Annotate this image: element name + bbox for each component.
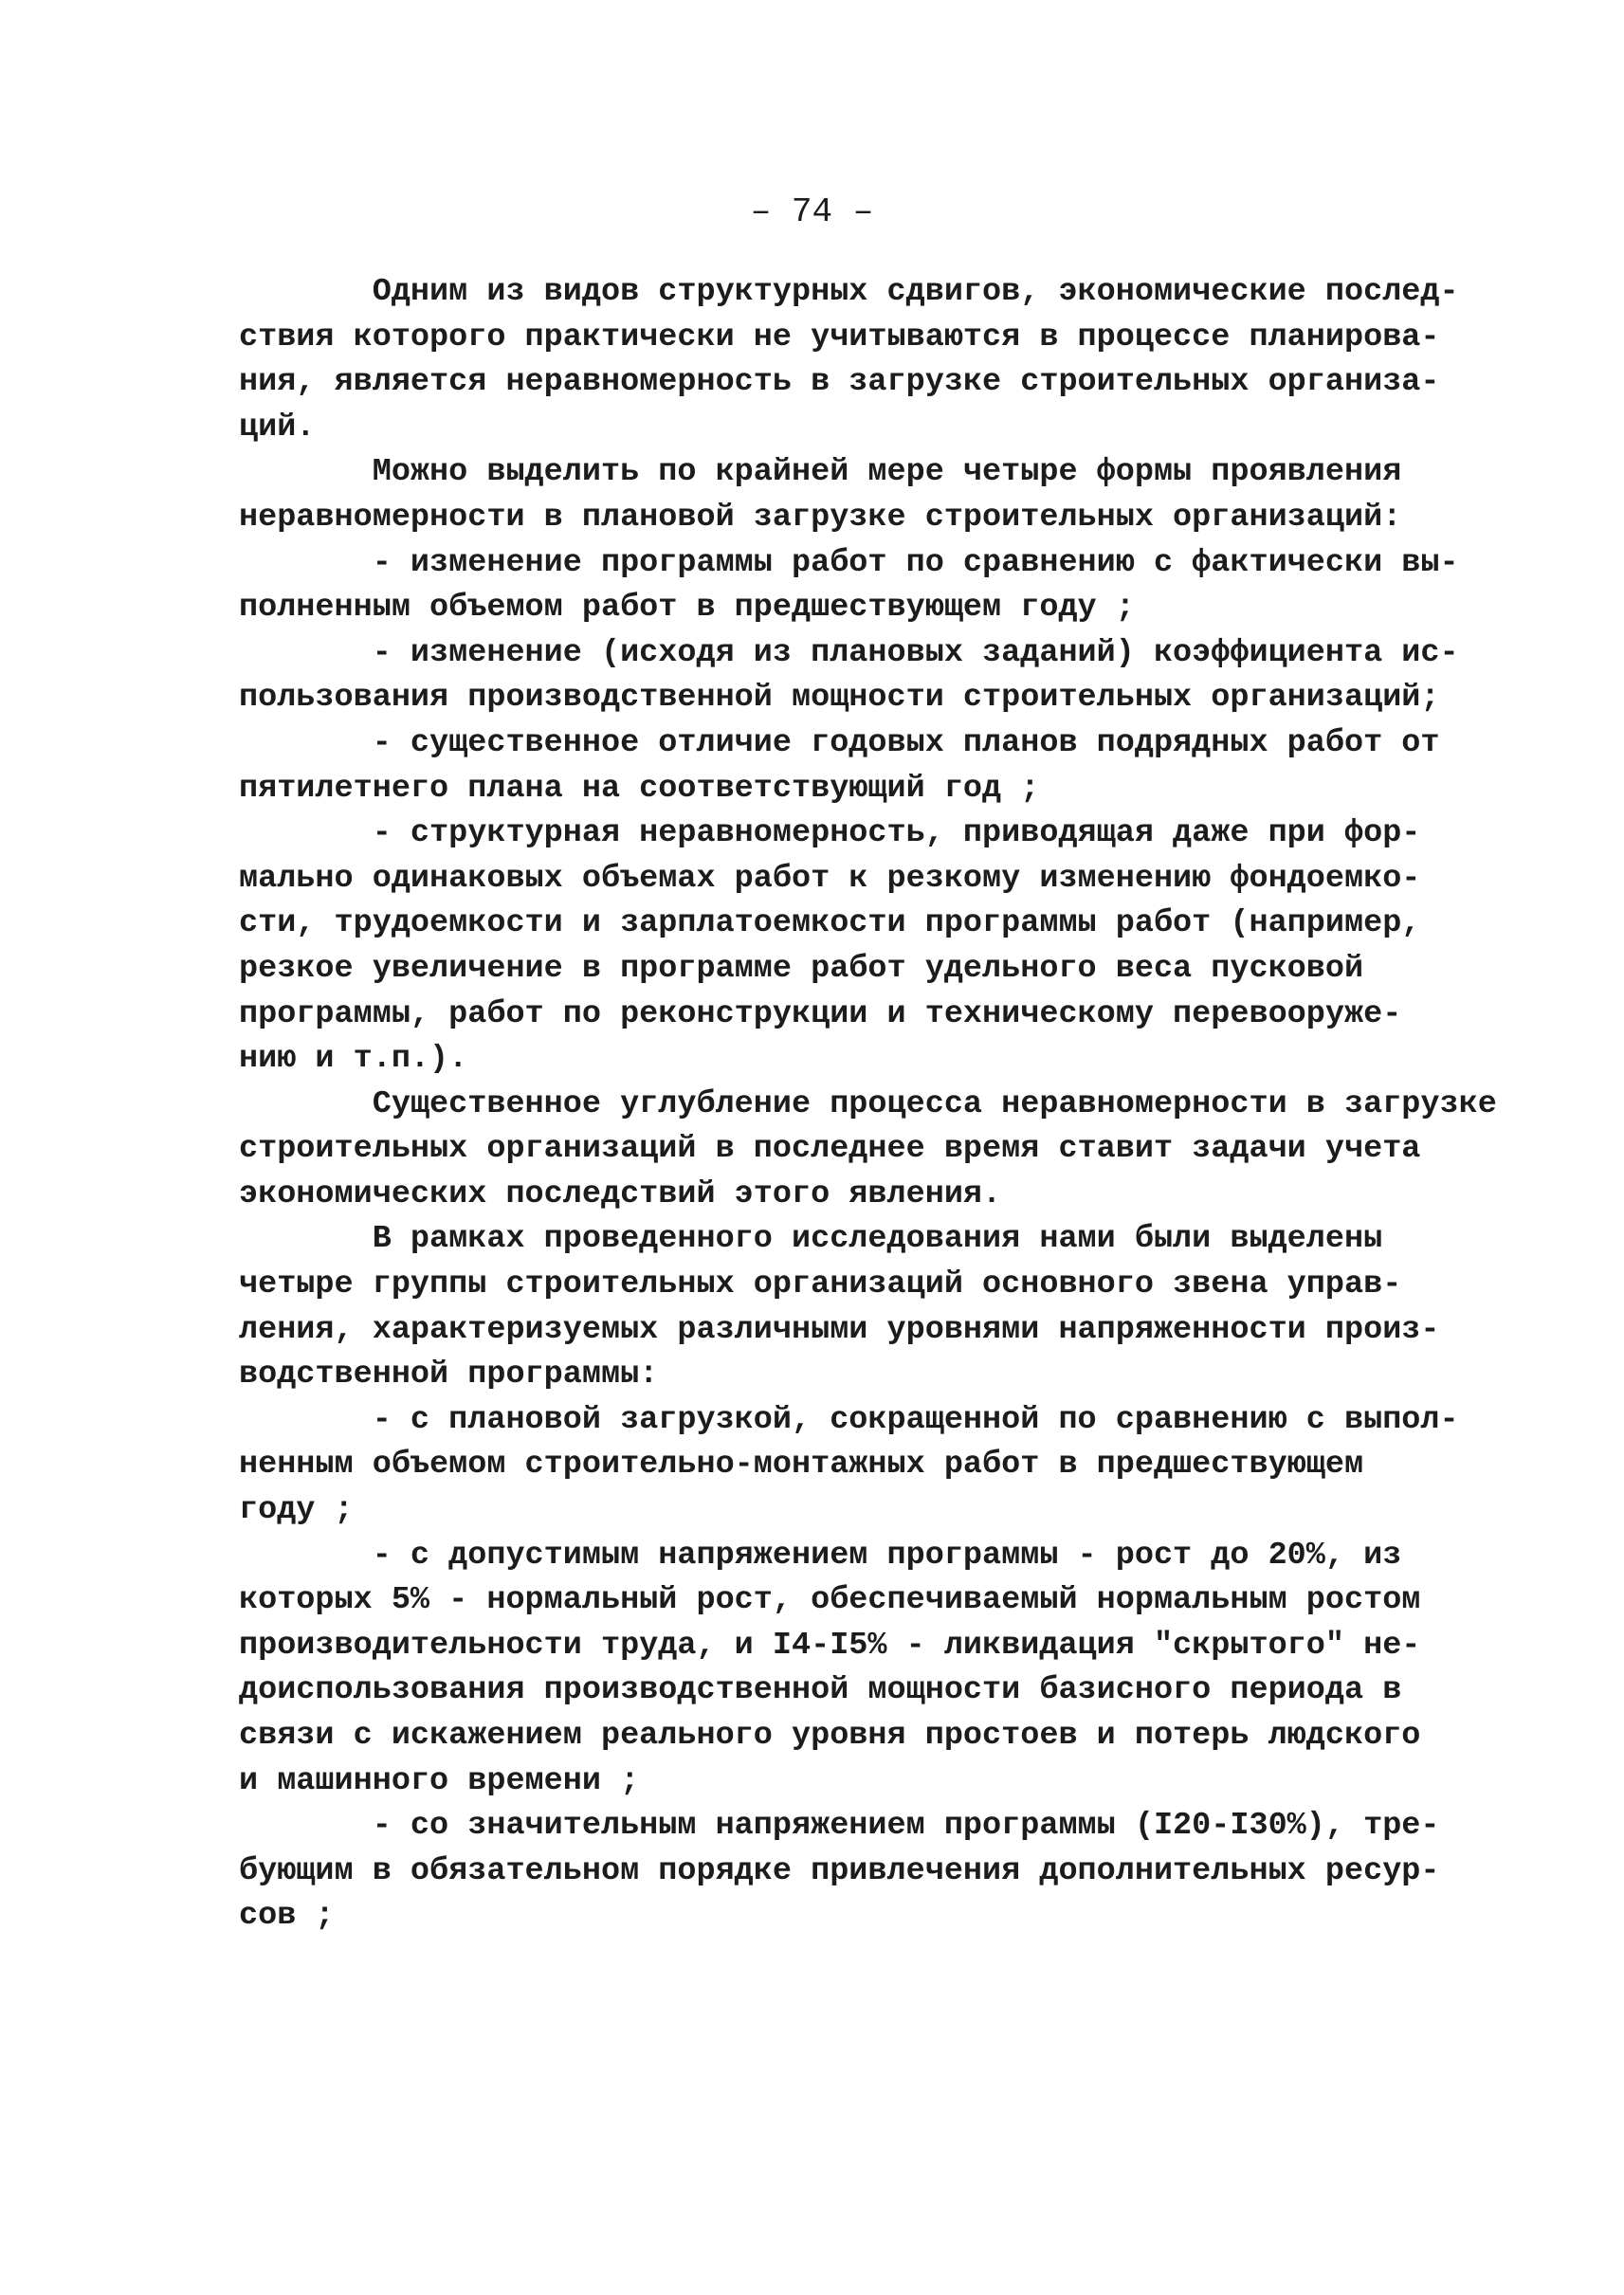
text-line: ствия которого практически не учитываются в процессе планирова- <box>239 319 1440 355</box>
text-line: Существенное углубление процесса неравномерности в загрузке <box>239 1085 1497 1122</box>
text-line: неравномерности в плановой загрузке строительных организаций: <box>239 499 1402 536</box>
text-line: сти, трудоемкости и зарплатоемкости программы работ (например, <box>239 905 1421 942</box>
text-line: доиспользования производственной мощности базисного периода в <box>239 1672 1402 1709</box>
text-line: - существенное отличие годовых планов подрядных работ от <box>239 724 1440 761</box>
text-line: пятилетнего плана на соответствующий год ; <box>239 770 1040 807</box>
text-line: - с плановой загрузкой, сокращенной по сравнению с выпол- <box>239 1401 1459 1438</box>
text-line: сов ; <box>239 1898 335 1935</box>
text-line: Можно выделить по крайней мере четыре формы проявления <box>239 454 1402 491</box>
text-line: нию и т.п.). <box>239 1041 468 1078</box>
page-number: – 74 – <box>750 192 874 231</box>
text-line: экономических последствий этого явления. <box>239 1175 1002 1212</box>
text-line: и машинного времени ; <box>239 1762 640 1799</box>
text-line: ций. <box>239 409 316 446</box>
text-line: программы, работ по реконструкции и техническому перевооруже- <box>239 995 1402 1032</box>
text-line: - изменение программы работ по сравнению с фактически вы- <box>239 544 1459 581</box>
text-line: мально одинаковых объемах работ к резкому изменению фондоемко- <box>239 860 1421 897</box>
text-line: - структурная неравномерность, приводящая даже при фор- <box>239 815 1421 852</box>
text-line: полненным объемом работ в предшествующем году ; <box>239 590 1135 627</box>
text-line: Одним из видов структурных сдвигов, экономические послед- <box>239 274 1459 310</box>
body-text <box>239 270 1497 1940</box>
text-line: производительности труда, и I4-I5% - ликвидация "скрытого" не- <box>239 1627 1421 1664</box>
text-line: связи с искажением реального уровня простоев и потерь людского <box>239 1718 1421 1754</box>
text-line: году ; <box>239 1492 354 1529</box>
text-line: ления, характеризуемых различными уровнями напряженности произ- <box>239 1311 1440 1348</box>
text-line: водственной программы: <box>239 1357 659 1393</box>
text-line: строительных организаций в последнее время ставит задачи учета <box>239 1131 1421 1168</box>
text-line: В рамках проведенного исследования нами были выделены <box>239 1221 1383 1258</box>
text-line: - со значительным напряжением программы (I20-I30%), тре- <box>239 1808 1440 1845</box>
text-line: которых 5% - нормальный рост, обеспечиваемый нормальным ростом <box>239 1582 1421 1619</box>
text-line: ния, является неравномерность в загрузке строительных организа- <box>239 364 1440 401</box>
text-line: бующим в обязательном порядке привлечения дополнительных ресур- <box>239 1852 1440 1889</box>
text-line: пользования производственной мощности строительных организаций; <box>239 680 1440 717</box>
text-line: - изменение (исходя из плановых заданий) коэффициента ис- <box>239 634 1459 671</box>
text-line: четыре группы строительных организаций основного звена управ- <box>239 1266 1402 1303</box>
text-line: ненным объемом строительно-монтажных работ в предшествующем <box>239 1447 1364 1484</box>
text-line: резкое увеличение в программе работ удельного веса пусковой <box>239 950 1364 987</box>
text-line: - с допустимым напряжением программы - рост до 20%, из <box>239 1537 1402 1574</box>
